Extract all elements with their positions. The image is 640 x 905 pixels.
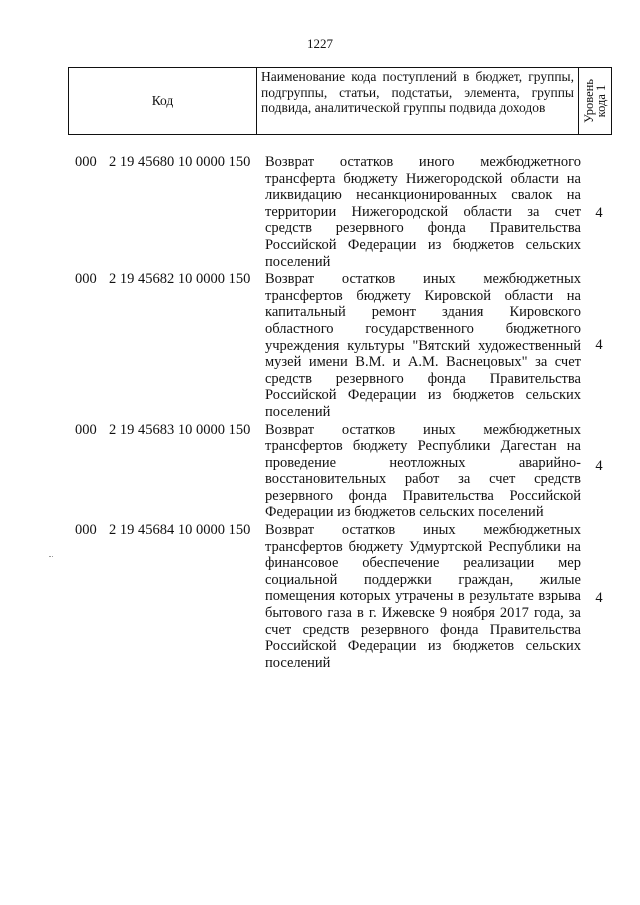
row-code: [75, 422, 265, 522]
row-code: [75, 271, 265, 420]
header-level-label: [583, 79, 607, 123]
row-admin-code: 000: [75, 271, 97, 288]
row-description: Возврат остатков иных межбюджетных трансфертов бюджету Удмуртской Республики на финансовое обеспечение реализации мер социальной поддержки граждан, жилые помещения которых утрачены в результате взрыва бытового газа в г. Ижевске 9 ноября 2017 года, за счет средств резервного фонда Правительства Российской Федерации из бюджетов сельских поселений: [265, 522, 581, 671]
row-revenue-code: 2 19 45682 10 0000 150: [109, 271, 251, 288]
header-code-label: Код: [151, 93, 174, 109]
row-level: 4: [595, 205, 603, 221]
row-description: Возврат остатков иного межбюджетного трансферта бюджету Нижегородской области на ликвидацию несанкционированных свалок на территории Нижегородской области за счет средств резервного фонда Правительства Российской Федерации из бюджетов сельских поселений: [265, 154, 581, 270]
row-level: 4: [595, 457, 603, 474]
row-revenue-code: 2 19 45680 10 0000 150: [109, 154, 251, 170]
scan-mark: [49, 556, 53, 560]
header-code-cell: [69, 68, 257, 134]
row-admin-code: 000: [75, 522, 97, 539]
row-description: Возврат остатков иных межбюджетных трансфертов бюджету Республики Дагестан на проведение неотложных аварийно-восстановительных работ за счет средств резервного фонда Правительства Российской Федерации из бюджетов сельских поселений: [265, 421, 581, 521]
header-level-line1: Уровень: [582, 78, 596, 124]
header-level-cell: [579, 68, 611, 134]
row-admin-code: 000: [75, 421, 97, 438]
row-description: Возврат остатков иных межбюджетных трансфертов бюджету Кировской области на капитальный ремонт здания Кировского областного государственного бюджетного учреждения культуры "Вятский художественный музей имени В.М. и А.М. Васнецовых" за счет средств резервного фонда Правительства Российской Федерации из бюджетов сельских поселений: [265, 271, 581, 420]
row-level: 4: [595, 337, 603, 354]
header-name-cell: Наименование кода поступлений в бюджет, группы, подгруппы, статьи, подстатьи, элемента, группы подвида, аналитической группы подвида доходов: [257, 68, 579, 134]
table-row: [75, 422, 615, 522]
row-admin-code: 000: [75, 154, 97, 170]
row-revenue-code: 2 19 45684 10 0000 150: [109, 522, 251, 539]
table-header: [68, 67, 612, 135]
table-row: [75, 522, 615, 671]
row-revenue-code: 2 19 45683 10 0000 150: [109, 421, 251, 438]
table-row: [75, 271, 615, 420]
row-code: [75, 154, 265, 270]
row-level: 4: [595, 590, 603, 607]
row-code: [75, 522, 265, 671]
table-row: [75, 154, 615, 270]
page-number: 1227: [307, 36, 333, 51]
header-level-line2: кода 1: [594, 84, 608, 118]
table-body: [75, 154, 615, 671]
